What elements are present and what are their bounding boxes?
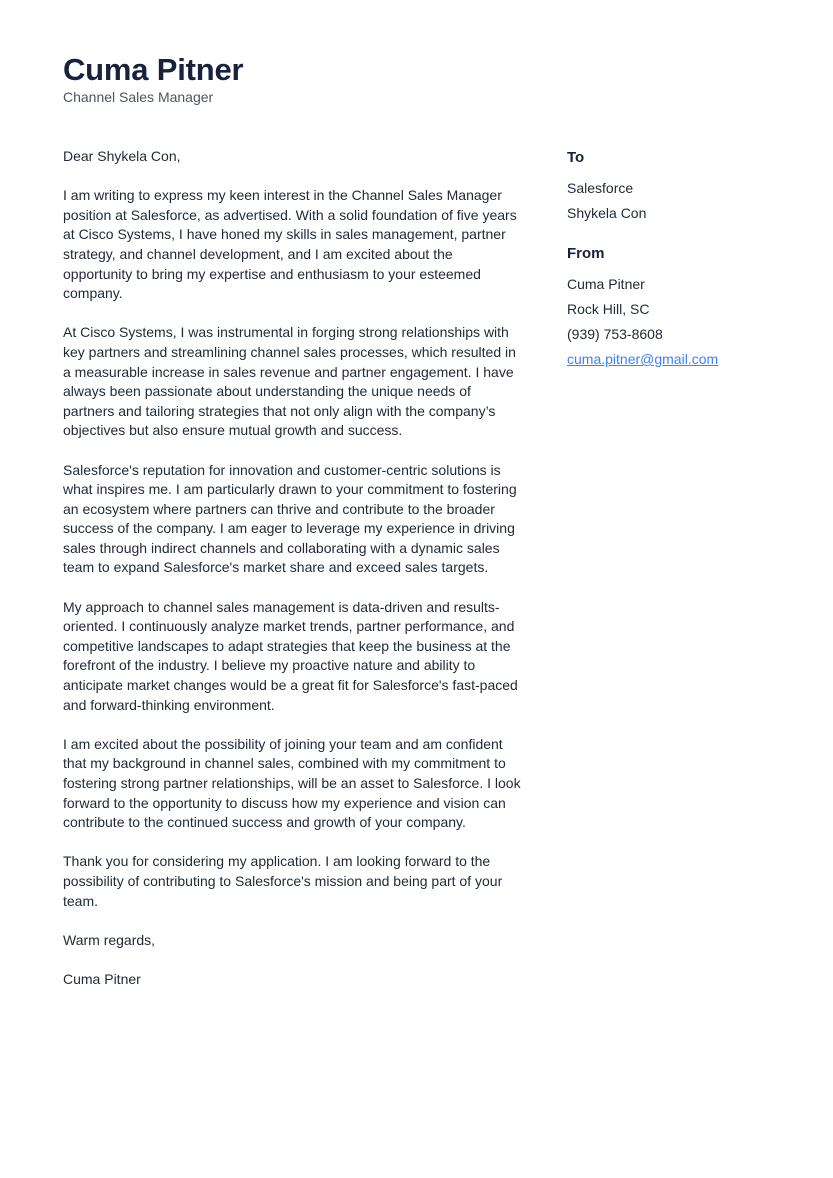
recipient-name: Shykela Con	[567, 205, 647, 221]
letter-paragraph: Thank you for considering my application. I am looking forward to the possibility of contributing to Salesforce's mission and being part of your team.	[63, 853, 503, 909]
letter-paragraph: I am excited about the possibility of joining your team and am confident that my background in channel sales, combined with my commitment to fostering strong partner relationships, will be an asset to Salesforce. I look forward to the opportunity to discuss how my experience and vision can contribute to the continued success and growth of your company.	[63, 735, 521, 831]
sender-section	[567, 244, 787, 372]
closing: Warm regards,	[63, 931, 156, 948]
sender-name: Cuma Pitner	[567, 276, 645, 292]
to-heading: To	[567, 149, 585, 166]
sender-name-title: Cuma Pitner	[63, 52, 244, 87]
sender-location: Rock Hill, SC	[567, 301, 650, 317]
letter-paragraph: My approach to channel sales management is data-driven and results-oriented. I continuously analyze market trends, partner performance, and competitive landscapes to adapt strategies that keep the business at the forefront of the industry. I believe my proactive nature and ability to anticipate market changes would be a great fit for Salesforce's fast-paced and forward-thinking environment.	[63, 598, 518, 713]
letter-header	[63, 52, 243, 106]
recipient-section	[567, 148, 787, 226]
letter-body	[63, 147, 525, 1009]
letter-paragraph: At Cisco Systems, I was instrumental in forging strong relationships with key partners and streamlining channel sales processes, which resulted in a measurable increase in sales revenue and partner engagement. I have always been passionate about understanding the unique needs of partners and tailoring strategies that not only align with the company’s objectives but also ensure mutual growth and success.	[63, 324, 516, 439]
sender-phone: (939) 753-8608	[567, 326, 663, 342]
sender-role-subtitle: Channel Sales Manager	[63, 89, 214, 105]
letter-paragraph: I am writing to express my keen interest in the Channel Sales Manager position at Salesforce, as advertised. With a solid foundation of five years at Cisco Systems, I have honed my skills in sales management, partner strategy, and channel development, and I am excited about the opportunity to bring my expertise and enthusiasm to your esteemed company.	[63, 187, 517, 302]
contact-sidebar	[567, 148, 787, 390]
from-heading: From	[567, 245, 605, 262]
recipient-company: Salesforce	[567, 180, 634, 196]
letter-paragraph: Salesforce's reputation for innovation and customer-centric solutions is what inspires me. I am particularly drawn to your commitment to fostering an ecosystem where partners can thrive and contribute to the broader success of the company. I am eager to leverage my experience in driving sales through indirect channels and collaborating with a dynamic sales team to expand Salesforce's market share and exceed sales targets.	[63, 461, 517, 576]
sender-email-link[interactable]: cuma.pitner@gmail.com	[567, 351, 719, 367]
signature: Cuma Pitner	[63, 970, 141, 987]
salutation: Dear Shykela Con,	[63, 148, 181, 164]
